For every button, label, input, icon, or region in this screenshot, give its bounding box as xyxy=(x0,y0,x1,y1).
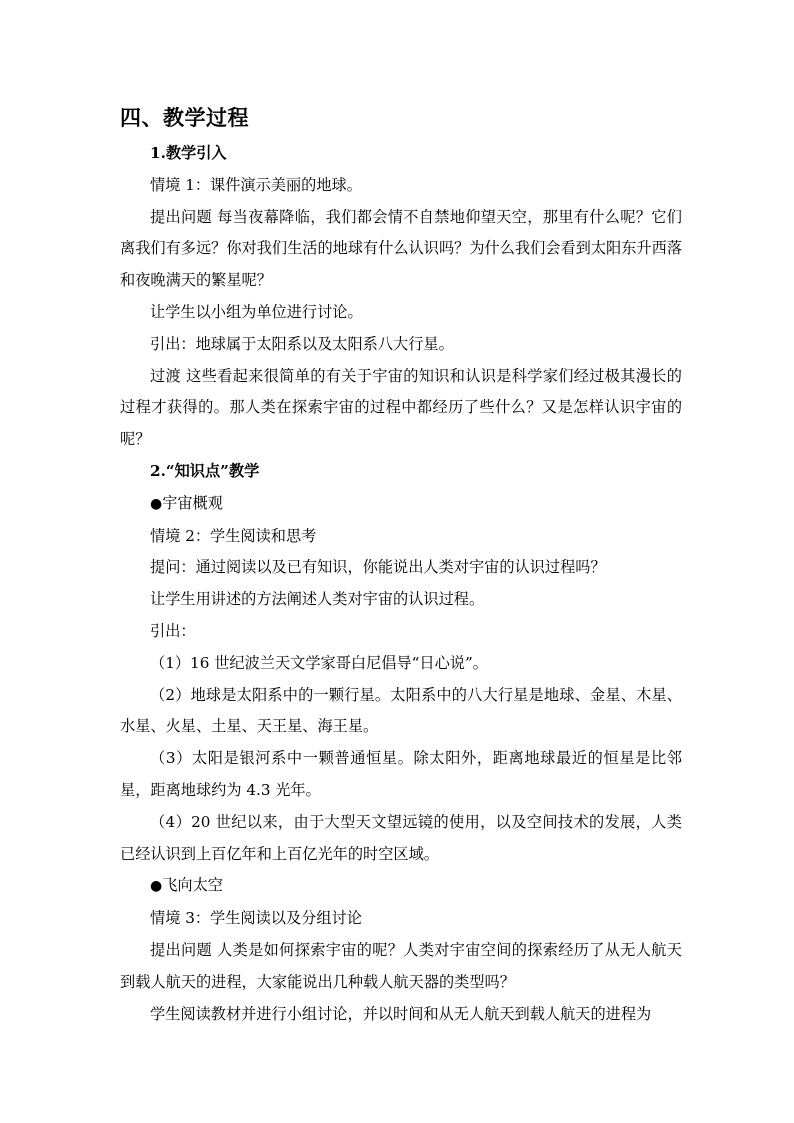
subheading-introduction: 1.教学引入 xyxy=(150,144,227,162)
paragraph: 情境 1：课件演示美丽的地球。 xyxy=(150,175,362,194)
bullet-item: ● 宇宙概观 xyxy=(120,488,682,521)
paragraph: 引出： xyxy=(150,621,196,640)
list-item: （4）20 世纪以来，由于大型天文望远镜的使用，以及空间技术的发展，人类已经认识到上百亿年和上百亿光年的时空区域。 xyxy=(120,812,682,863)
paragraph: 学生阅读教材并进行小组讨论，并以时间和从无人航天到载人航天的进程为 xyxy=(150,1004,652,1023)
paragraph: 情境 2：学生阅读和思考 xyxy=(150,526,317,545)
subheading-knowledge: 2.“知识点”教学 xyxy=(150,461,260,480)
paragraph: 提出问题 人类是如何探索宇宙的呢？人类对宇宙空间的探索经历了从无人航天到载人航天的进程，大家能说出几种载人航天器的类型吗？ xyxy=(120,940,682,991)
section-title: 四、教学过程 xyxy=(120,105,249,130)
list-item: （3）太阳是银河系中一颗普通恒星。除太阳外，距离地球最近的恒星是比邻星，距离地球约为 4.3 光年。 xyxy=(120,749,682,799)
paragraph: 情境 3：学生阅读以及分组讨论 xyxy=(150,909,362,928)
document-body xyxy=(120,100,682,1030)
bullet-item: ● 飞向太空 xyxy=(120,870,682,903)
paragraph: 过渡 这些看起来很简单的有关于宇宙的知识和认识是科学家们经过极其漫长的过程才获得的。那人类在探索宇宙的过程中都经历了些什么？又是怎样认识宇宙的呢？ xyxy=(120,366,682,449)
list-item: （1）16 世纪波兰天文学家哥白尼倡导“日心说”。 xyxy=(150,653,488,672)
paragraph: 让学生以小组为单位进行讨论。 xyxy=(150,302,363,321)
paragraph: 让学生用讲述的方法阐述人类对宇宙的认识过程。 xyxy=(150,590,485,609)
paragraph: 引出：地球属于太阳系以及太阳系八大行星。 xyxy=(150,334,454,353)
list-item: （2）地球是太阳系中的一颗行星。太阳系中的八大行星是地球、金星、木星、水星、火星、土星、天王星、海王星。 xyxy=(120,685,682,736)
paragraph: 提问：通过阅读以及已有知识，你能说出人类对宇宙的认识过程吗？ xyxy=(150,558,606,577)
paragraph: 提出问题 每当夜幕降临，我们都会情不自禁地仰望天空，那里有什么呢？它们离我们有多远？你对我们生活的地球有什么认识吗？为什么我们会看到太阳东升西落和夜晚满天的繁星呢？ xyxy=(120,207,682,290)
